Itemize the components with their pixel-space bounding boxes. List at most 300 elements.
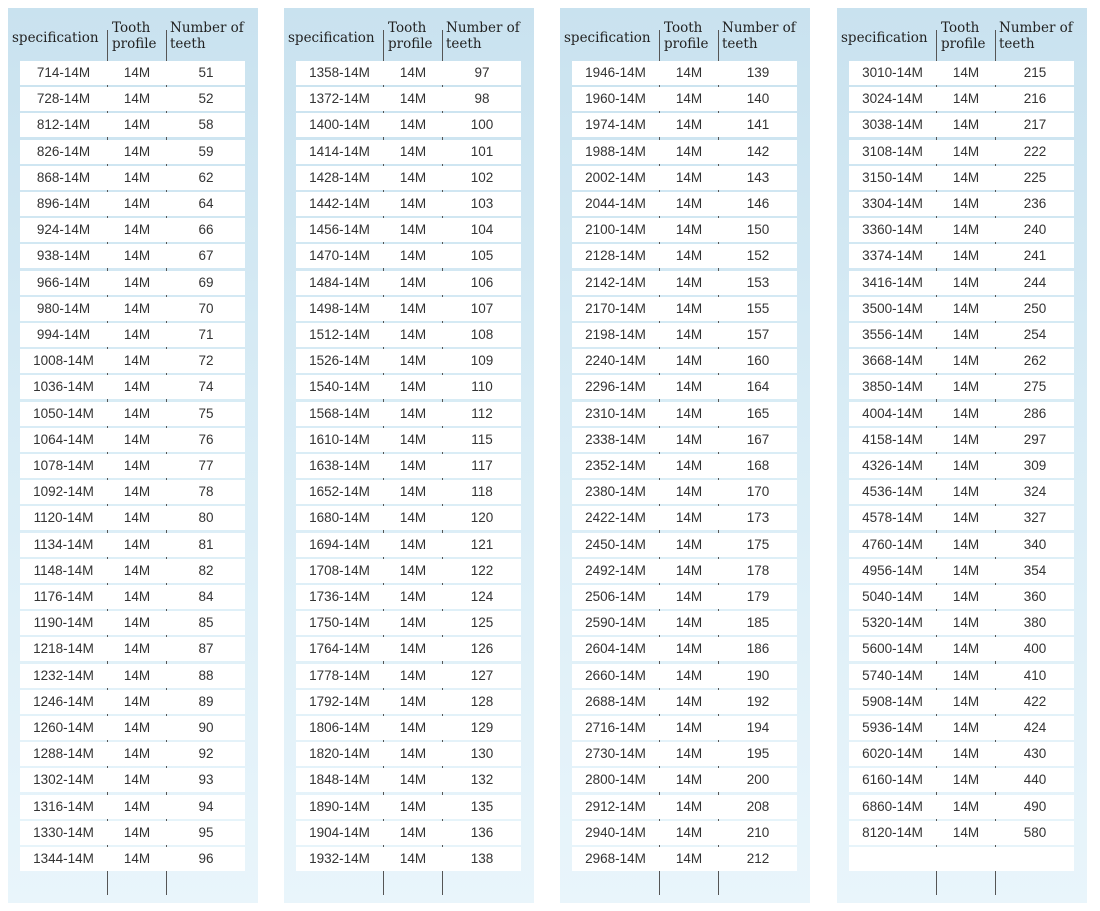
- cell-number-of-teeth: 175: [746, 536, 770, 552]
- table-row: [849, 533, 1074, 557]
- cell-number-of-teeth: 324: [1023, 484, 1047, 500]
- cell-specification: 1470-14M: [309, 248, 370, 264]
- cell-tooth-profile: 14M: [952, 562, 980, 578]
- cell-tooth-profile: 14M: [675, 117, 703, 133]
- table-row: [296, 690, 521, 714]
- cell-tooth-profile: 14M: [675, 746, 703, 762]
- cell-specification: 1498-14M: [309, 300, 370, 316]
- table-row: [849, 166, 1074, 190]
- table-row: [20, 821, 245, 845]
- table-row: [849, 664, 1074, 688]
- cell-specification: 6020-14M: [862, 746, 923, 762]
- cell-number-of-teeth: 102: [470, 169, 494, 185]
- table-row: [20, 428, 245, 452]
- table-row: [572, 428, 797, 452]
- header-number-of-teeth: [170, 20, 244, 52]
- cell-number-of-teeth: 115: [471, 431, 493, 447]
- cell-tooth-profile: 14M: [952, 431, 980, 447]
- cell-number-of-teeth: 69: [198, 274, 214, 290]
- cell-tooth-profile: 14M: [675, 562, 703, 578]
- cell-tooth-profile: 14M: [399, 693, 427, 709]
- cell-tooth-profile: 14M: [952, 615, 980, 631]
- cell-specification: 938-14M: [36, 248, 91, 264]
- cell-specification: 6860-14M: [862, 798, 923, 814]
- table-row: [849, 637, 1074, 661]
- cell-specification: 3150-14M: [862, 169, 923, 185]
- cell-number-of-teeth: 112: [471, 405, 493, 421]
- cell-number-of-teeth: 580: [1023, 824, 1047, 840]
- cell-number-of-teeth: 51: [198, 65, 214, 80]
- cell-specification: 2968-14M: [585, 851, 646, 866]
- table-row: [20, 768, 245, 792]
- cell-specification: [849, 847, 936, 871]
- cell-tooth-profile: 14M: [952, 117, 980, 133]
- cell-tooth-profile: 14M: [123, 615, 151, 631]
- cell-specification: 3024-14M: [862, 91, 923, 107]
- cell-number-of-teeth: 178: [746, 562, 770, 578]
- cell-number-of-teeth: 125: [470, 615, 494, 631]
- cell-tooth-profile: 14M: [952, 510, 980, 526]
- cell-specification: 1036-14M: [33, 379, 94, 395]
- spec-table-2: [284, 8, 534, 903]
- cell-tooth-profile: 14M: [123, 196, 151, 211]
- cell-number-of-teeth: 92: [198, 746, 214, 762]
- cell-specification: 1694-14M: [309, 536, 370, 552]
- table-row: [572, 375, 797, 399]
- cell-tooth-profile: 14M: [952, 196, 980, 211]
- table-row: [296, 821, 521, 845]
- table-row: [20, 402, 245, 426]
- cell-tooth-profile: 14M: [675, 65, 703, 80]
- cell-specification: 1750-14M: [309, 615, 370, 631]
- cell-tooth-profile: 14M: [399, 222, 427, 238]
- cell-specification: 2296-14M: [585, 379, 646, 395]
- table-row: [20, 218, 245, 242]
- cell-specification: 2240-14M: [585, 353, 646, 369]
- cell-number-of-teeth: 80: [198, 510, 214, 526]
- cell-tooth-profile: 14M: [123, 798, 151, 814]
- cell-specification: 2044-14M: [585, 196, 646, 211]
- cell-number-of-teeth: 76: [198, 431, 214, 447]
- cell-number-of-teeth: 135: [470, 798, 494, 814]
- table-row: [572, 192, 797, 216]
- table-row: [20, 297, 245, 321]
- table-row: [296, 716, 521, 740]
- cell-specification: 1442-14M: [309, 196, 370, 211]
- cell-specification: 1638-14M: [309, 458, 370, 473]
- cell-tooth-profile: 14M: [123, 510, 151, 526]
- cell-specification: 826-14M: [36, 143, 91, 159]
- table-row: [296, 323, 521, 347]
- cell-specification: 1134-14M: [33, 536, 94, 552]
- header-line: Tooth: [664, 20, 703, 36]
- cell-tooth-profile: 14M: [399, 405, 427, 421]
- cell-specification: 1904-14M: [309, 824, 370, 840]
- cell-number-of-teeth: 157: [746, 327, 770, 342]
- table-row: [849, 140, 1074, 164]
- cell-number-of-teeth: 104: [470, 222, 494, 238]
- cell-specification: 2716-14M: [585, 720, 646, 735]
- cell-specification: 5040-14M: [862, 589, 923, 604]
- cell-number-of-teeth: 105: [470, 248, 494, 264]
- table-row: [849, 61, 1074, 85]
- cell-number-of-teeth: 124: [470, 589, 494, 604]
- table-row: [296, 533, 521, 557]
- cell-specification: 2590-14M: [585, 615, 646, 631]
- cell-specification: 2688-14M: [585, 693, 646, 709]
- cell-number-of-teeth: 143: [746, 169, 770, 185]
- cell-specification: 6160-14M: [862, 772, 923, 788]
- cell-number-of-teeth: 194: [746, 720, 770, 735]
- cell-number-of-teeth: 244: [1023, 274, 1047, 290]
- table-row: [849, 349, 1074, 373]
- cell-tooth-profile: 14M: [952, 484, 980, 500]
- cell-tooth-profile: 14M: [123, 693, 151, 709]
- cell-number-of-teeth: 262: [1023, 353, 1047, 369]
- cell-tooth-profile: 14M: [123, 589, 151, 604]
- cell-tooth-profile: 14M: [952, 222, 980, 238]
- cell-number-of-teeth: 164: [746, 379, 770, 395]
- cell-number-of-teeth: 173: [746, 510, 770, 526]
- table-row: [572, 61, 797, 85]
- cell-specification: 3556-14M: [862, 327, 923, 342]
- cell-specification: 1232-14M: [33, 667, 94, 683]
- table-row: [20, 533, 245, 557]
- table-row: [296, 271, 521, 295]
- cell-number-of-teeth: 216: [1023, 91, 1047, 107]
- cell-specification: 2002-14M: [585, 169, 646, 185]
- table-row: [296, 61, 521, 85]
- cell-specification: 8120-14M: [862, 824, 923, 840]
- cell-specification: 2940-14M: [585, 824, 646, 840]
- cell-specification: 2380-14M: [585, 484, 646, 500]
- cell-tooth-profile: 14M: [952, 353, 980, 369]
- cell-specification: 2450-14M: [585, 536, 646, 552]
- cell-specification: 1218-14M: [33, 641, 94, 657]
- cell-number-of-teeth: 67: [198, 248, 214, 264]
- cell-number-of-teeth: 140: [746, 91, 770, 107]
- header-line: teeth: [446, 36, 482, 52]
- cell-tooth-profile: 14M: [952, 720, 980, 735]
- cell-specification: 1708-14M: [309, 562, 370, 578]
- cell-number-of-teeth: 168: [746, 458, 770, 473]
- cell-specification: 1288-14M: [33, 746, 94, 762]
- cell-specification: 1778-14M: [309, 667, 370, 683]
- cell-specification: 1736-14M: [309, 589, 370, 604]
- cell-tooth-profile: 14M: [952, 641, 980, 657]
- cell-number-of-teeth: 236: [1023, 196, 1047, 211]
- cell-tooth-profile: 14M: [952, 327, 980, 342]
- table-row: [849, 716, 1074, 740]
- cell-tooth-profile: 14M: [123, 379, 151, 395]
- cell-number-of-teeth: 380: [1023, 615, 1047, 631]
- cell-tooth-profile: 14M: [399, 484, 427, 500]
- cell-number-of-teeth: 155: [746, 300, 770, 316]
- cell-tooth-profile: 14M: [123, 720, 151, 735]
- table-row: [572, 637, 797, 661]
- cell-tooth-profile: 14M: [123, 65, 151, 80]
- cell-tooth-profile: 14M: [952, 274, 980, 290]
- cell-number-of-teeth: 327: [1023, 510, 1047, 526]
- header-specification: specification: [564, 30, 651, 46]
- table-row: [849, 768, 1074, 792]
- table-row: [849, 585, 1074, 609]
- table-row: [296, 349, 521, 373]
- table-row: [20, 480, 245, 504]
- cell-number-of-teeth: 150: [746, 222, 770, 238]
- cell-tooth-profile: 14M: [399, 746, 427, 762]
- cell-tooth-profile: 14M: [399, 327, 427, 342]
- cell-specification: 2142-14M: [585, 274, 646, 290]
- cell-number-of-teeth: 85: [198, 615, 214, 631]
- cell-number-of-teeth: 93: [198, 772, 214, 788]
- header-specification: specification: [12, 30, 99, 46]
- table-row: [849, 428, 1074, 452]
- cell-number-of-teeth: 241: [1023, 248, 1047, 264]
- cell-tooth-profile: 14M: [399, 91, 427, 107]
- cell-number-of-teeth: 192: [746, 693, 770, 709]
- table-row: [849, 192, 1074, 216]
- table-row: [572, 742, 797, 766]
- cell-specification: 4158-14M: [862, 431, 923, 447]
- cell-specification: 5908-14M: [862, 693, 923, 709]
- table-row: [572, 402, 797, 426]
- cell-number-of-teeth: 215: [1023, 65, 1047, 80]
- cell-number-of-teeth: 422: [1023, 693, 1047, 709]
- header-tooth-profile: [941, 20, 986, 52]
- cell-number-of-teeth: 121: [470, 536, 494, 552]
- table-row: [20, 271, 245, 295]
- cell-specification: 2492-14M: [585, 562, 646, 578]
- cell-specification: 1680-14M: [309, 510, 370, 526]
- cell-tooth-profile: 14M: [675, 353, 703, 369]
- cell-number-of-teeth: 190: [746, 667, 770, 683]
- cell-specification: 3850-14M: [862, 379, 923, 395]
- cell-tooth-profile: 14M: [952, 91, 980, 107]
- cell-number-of-teeth: 170: [746, 484, 770, 500]
- cell-tooth-profile: 14M: [675, 248, 703, 264]
- spec-table-1: [8, 8, 258, 903]
- cell-specification: 868-14M: [36, 169, 91, 185]
- cell-specification: 1456-14M: [309, 222, 370, 238]
- header-number-of-teeth: [999, 20, 1073, 52]
- cell-number-of-teeth: 71: [198, 327, 214, 342]
- table-row: [849, 506, 1074, 530]
- cell-number-of-teeth: 200: [746, 772, 770, 788]
- cell-number-of-teeth: 138: [470, 851, 494, 866]
- cell-tooth-profile: 14M: [675, 536, 703, 552]
- cell-tooth-profile: 14M: [675, 615, 703, 631]
- cell-tooth-profile: 14M: [675, 196, 703, 211]
- cell-number-of-teeth: 90: [198, 720, 214, 735]
- cell-specification: 2198-14M: [585, 327, 646, 342]
- cell-tooth-profile: 14M: [952, 300, 980, 316]
- cell-number-of-teeth: 440: [1023, 772, 1047, 788]
- table-row: [296, 192, 521, 216]
- header-line: teeth: [170, 36, 206, 52]
- cell-specification: 2800-14M: [585, 772, 646, 788]
- header-line: teeth: [999, 36, 1035, 52]
- cell-number-of-teeth: 424: [1023, 720, 1047, 735]
- header-line: Tooth: [941, 20, 980, 36]
- cell-specification: 2912-14M: [585, 798, 646, 814]
- table-row: [296, 847, 521, 871]
- cell-tooth-profile: 14M: [675, 327, 703, 342]
- header-line: Tooth: [388, 20, 427, 36]
- table-row: [572, 664, 797, 688]
- cell-tooth-profile: 14M: [675, 300, 703, 316]
- header-number-of-teeth: [446, 20, 520, 52]
- table-row: [20, 664, 245, 688]
- cell-tooth-profile: 14M: [123, 222, 151, 238]
- table-row: [572, 218, 797, 242]
- header-tooth-profile: [664, 20, 709, 52]
- cell-specification: 714-14M: [36, 65, 91, 80]
- cell-tooth-profile: 14M: [399, 510, 427, 526]
- cell-tooth-profile: 14M: [675, 851, 703, 866]
- table-row: [849, 742, 1074, 766]
- cell-tooth-profile: 14M: [399, 667, 427, 683]
- cell-tooth-profile: 14M: [399, 798, 427, 814]
- table-row: [849, 244, 1074, 268]
- cell-number-of-teeth: 120: [470, 510, 494, 526]
- cell-number-of-teeth: 96: [198, 851, 214, 866]
- cell-specification: 3668-14M: [862, 353, 923, 369]
- cell-tooth-profile: [938, 847, 994, 871]
- header-line: profile: [112, 36, 157, 52]
- table-row: [572, 690, 797, 714]
- cell-tooth-profile: 14M: [675, 693, 703, 709]
- cell-specification: 1050-14M: [33, 405, 94, 421]
- cell-tooth-profile: 14M: [123, 458, 151, 473]
- table-row: [296, 428, 521, 452]
- cell-number-of-teeth: 87: [198, 641, 214, 657]
- spec-table-4: [837, 8, 1087, 903]
- table-row: [296, 559, 521, 583]
- cell-tooth-profile: 14M: [675, 222, 703, 238]
- cell-tooth-profile: 14M: [123, 562, 151, 578]
- cell-tooth-profile: 14M: [123, 327, 151, 342]
- cell-specification: 5740-14M: [862, 667, 923, 683]
- cell-tooth-profile: 14M: [952, 143, 980, 159]
- cell-tooth-profile: 14M: [399, 300, 427, 316]
- cell-tooth-profile: 14M: [123, 746, 151, 762]
- cell-specification: 924-14M: [36, 222, 91, 238]
- table-row: [20, 244, 245, 268]
- cell-specification: 1988-14M: [585, 143, 646, 159]
- table-row: [296, 585, 521, 609]
- table-row: [296, 506, 521, 530]
- cell-tooth-profile: 14M: [399, 65, 427, 80]
- cell-specification: 1540-14M: [309, 379, 370, 395]
- table-row: [572, 611, 797, 635]
- table-row: [849, 87, 1074, 111]
- cell-tooth-profile: 14M: [123, 169, 151, 185]
- cell-number-of-teeth: 250: [1023, 300, 1047, 316]
- cell-number-of-teeth: 208: [746, 798, 770, 814]
- cell-tooth-profile: 14M: [952, 746, 980, 762]
- cell-specification: 2128-14M: [585, 248, 646, 264]
- table-row: [849, 271, 1074, 295]
- cell-number-of-teeth: 62: [198, 169, 214, 185]
- cell-specification: 1652-14M: [309, 484, 370, 500]
- cell-number-of-teeth: 136: [470, 824, 494, 840]
- cell-specification: 3010-14M: [862, 65, 923, 80]
- cell-specification: 4760-14M: [862, 536, 923, 552]
- cell-number-of-teeth: 78: [198, 484, 214, 500]
- table-row: [572, 533, 797, 557]
- cell-specification: 1568-14M: [309, 405, 370, 421]
- table-row: [572, 559, 797, 583]
- cell-tooth-profile: 14M: [675, 720, 703, 735]
- cell-number-of-teeth: 100: [470, 117, 494, 133]
- cell-specification: 1190-14M: [33, 615, 94, 631]
- cell-specification: 1330-14M: [33, 824, 94, 840]
- table-row: [572, 140, 797, 164]
- table-row: [849, 480, 1074, 504]
- cell-specification: 1008-14M: [33, 353, 94, 369]
- cell-tooth-profile: 14M: [952, 693, 980, 709]
- cell-specification: 5936-14M: [862, 720, 923, 735]
- table-row: [20, 140, 245, 164]
- cell-tooth-profile: 14M: [399, 196, 427, 211]
- cell-number-of-teeth: 66: [198, 222, 214, 238]
- cell-specification: 1848-14M: [309, 772, 370, 788]
- cell-tooth-profile: 14M: [123, 431, 151, 447]
- cell-specification: 4578-14M: [862, 510, 923, 526]
- cell-specification: 1246-14M: [33, 693, 94, 709]
- table-row: [296, 454, 521, 478]
- table-row: [20, 113, 245, 137]
- cell-number-of-teeth: 179: [746, 589, 770, 604]
- cell-tooth-profile: 14M: [399, 589, 427, 604]
- cell-specification: 2660-14M: [585, 667, 646, 683]
- cell-specification: 4004-14M: [862, 405, 923, 421]
- cell-number-of-teeth: 118: [471, 484, 493, 500]
- cell-tooth-profile: 14M: [952, 824, 980, 840]
- cell-tooth-profile: 14M: [675, 405, 703, 421]
- table-row: [572, 795, 797, 819]
- cell-specification: 5600-14M: [862, 641, 923, 657]
- table-row: [572, 716, 797, 740]
- cell-tooth-profile: 14M: [399, 562, 427, 578]
- cell-tooth-profile: 14M: [952, 667, 980, 683]
- cell-number-of-teeth: 132: [470, 772, 494, 788]
- table-row: [572, 87, 797, 111]
- cell-specification: 1120-14M: [33, 510, 94, 526]
- header-specification: specification: [288, 30, 375, 46]
- cell-specification: 1414-14M: [309, 143, 370, 159]
- cell-tooth-profile: 14M: [675, 772, 703, 788]
- table-row: [572, 244, 797, 268]
- table-row: [296, 140, 521, 164]
- cell-number-of-teeth: 58: [198, 117, 214, 133]
- cell-number-of-teeth: 98: [474, 91, 490, 107]
- cell-specification: 1064-14M: [33, 431, 94, 447]
- cell-tooth-profile: 14M: [123, 274, 151, 290]
- table-row: [572, 349, 797, 373]
- cell-number-of-teeth: 195: [746, 746, 770, 762]
- table-row: [572, 297, 797, 321]
- cell-tooth-profile: 14M: [399, 536, 427, 552]
- cell-tooth-profile: 14M: [123, 484, 151, 500]
- cell-number-of-teeth: 70: [198, 300, 214, 316]
- table-row: [20, 166, 245, 190]
- cell-tooth-profile: 14M: [123, 824, 151, 840]
- cell-tooth-profile: 14M: [399, 274, 427, 290]
- cell-tooth-profile: 14M: [123, 300, 151, 316]
- table-row: [296, 480, 521, 504]
